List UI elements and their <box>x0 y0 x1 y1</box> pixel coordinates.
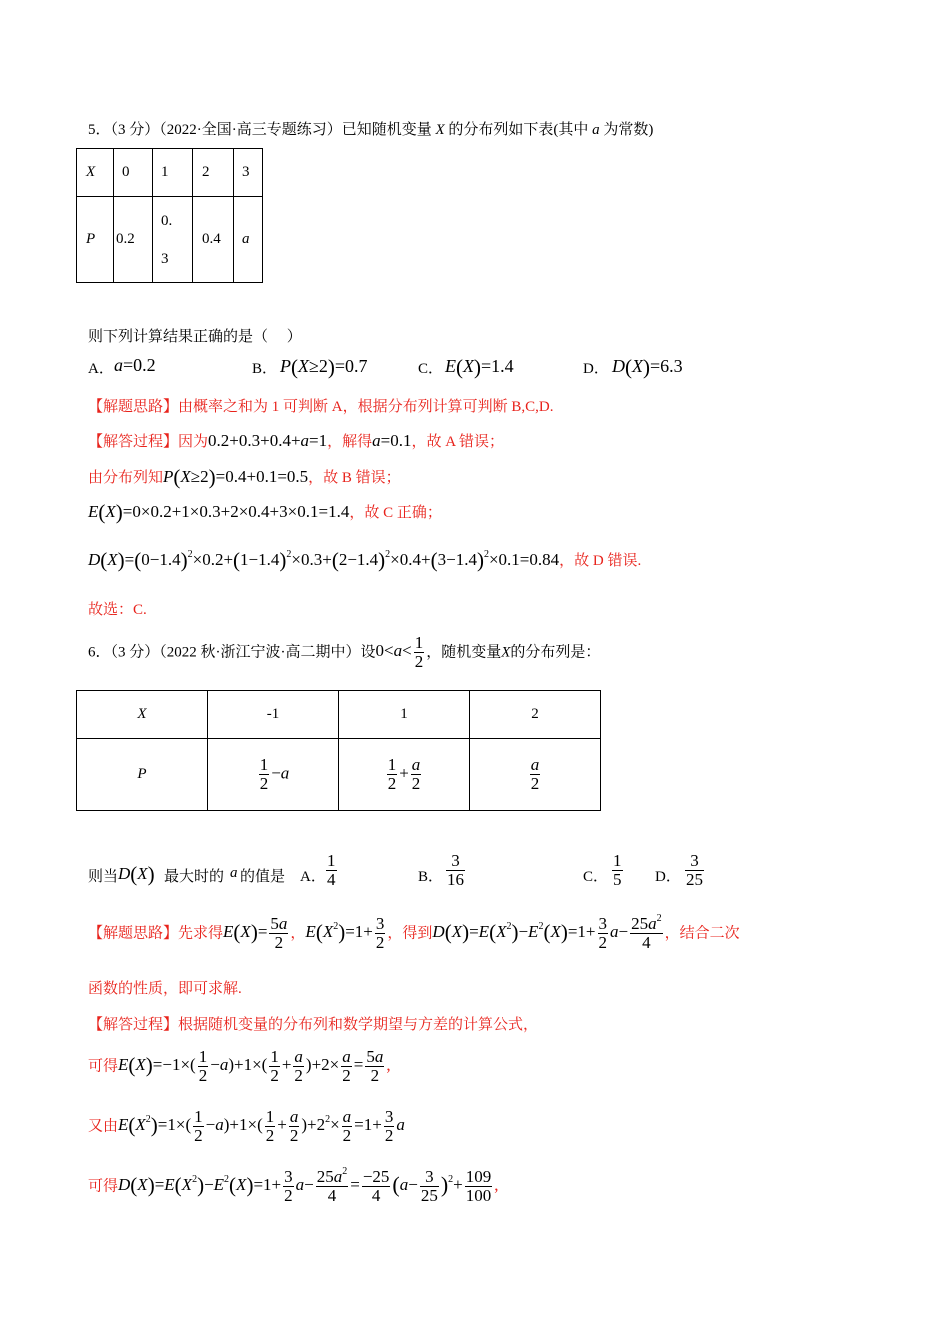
q5-table-cell: P <box>77 197 114 283</box>
q6-prompt-mid: 最大时的 <box>164 869 225 885</box>
q6-l1-expr: E(X)=−1×( $\frac{1}{2}$ −a)+1×( $\frac{1}{2}$ + $\frac{a}{2}$ )+2× $\frac{a}{2}$ = $\frac{5a}{2}$ <box>118 1047 384 1085</box>
q5-solution-idea <box>88 395 553 416</box>
q5-proc-l1-expr: 0.2+0.3+0.4+a=1 <box>208 431 328 450</box>
q6-process-line2 <box>88 1108 405 1145</box>
q5-table-cell: 0. 3 <box>153 197 193 283</box>
q6-distribution-table <box>76 690 601 811</box>
q5-process-line2 <box>88 465 401 490</box>
q5-table-cell: 3 <box>234 149 263 197</box>
q5-header <box>88 118 653 139</box>
q6-table-cell: X <box>77 691 208 739</box>
q6-process-line1: 可得E(X)=−1×( $\frac{1}{2}$ −a)+1×( $\frac{1}{2}$ + $\frac{a}{2}$ )+2× $\frac{a}{2}$ = $\frac{5a}{2}$ , <box>88 1047 391 1085</box>
q6-l1-pre: 可得 <box>88 1058 119 1075</box>
q6-header-text: 6．（3 分）（2022 秋·浙江宁波·高二期中）设 <box>88 644 376 661</box>
q5-process-line3 <box>88 500 442 525</box>
q5-table-cell: a <box>234 197 263 283</box>
q5-idea-tag: 【解题思路】 <box>88 399 179 415</box>
q6-process-line3: 可得$D(X)=E(X^2)-E^2(X)=1+$ $\frac{3}{2}$ a− $\frac{25a^2}{4}$ = $\frac{-25}{4}$ (a− $\frac{3}{25}$ )$^2$+ $\frac{109}{100}$ , <box>88 1166 499 1205</box>
q6-option-a-value: $\frac{1}{4}$ <box>327 851 336 889</box>
q5-proc-l1-mid: ，解得 <box>327 434 373 450</box>
q5-table-cell: 0.4 <box>193 197 234 283</box>
q5-prompt: 则下列计算结果正确的是（ ） <box>88 329 302 345</box>
q6-solution-idea: 【解题思路】先求得E(X)= $\frac{5a}{2}$ ，$E(X^2)=1+$ $\frac{3}{2}$ ，得到$D(X)=E(X^2)-E^2(X)=1+$ $\frac{3}{2}$ a− $\frac{25a^2}{4}$ ，结合二次 <box>88 913 740 952</box>
q6-table-prob-2: $\frac{a}{2}$ <box>470 739 601 811</box>
q6-option-d-label: D． <box>655 869 681 885</box>
q5-header-a: a <box>592 122 600 138</box>
q5-header-end: 为常数) <box>603 122 654 138</box>
q6-proc-text: 根据随机变量的分布列和数学期望与方差的计算公式， <box>178 1017 539 1033</box>
q6-table-cell: P <box>77 739 208 811</box>
q6-table-cell: 1 <box>339 691 470 739</box>
q5-option-a-expr: a=0.2 <box>114 355 156 375</box>
q5-proc-l1-end: ，故 A 错误； <box>411 434 505 450</box>
q6-prompt-expr: D(X) <box>118 862 155 886</box>
q5-table-cell: 1 <box>153 149 193 197</box>
q6-l2-expr: $E(X^2)=1\times$( $\frac{1}{2}$ −a)+1×( $\frac{1}{2}$ + $\frac{a}{2}$ )$+2^2\times$ $\frac{a}{2}$ =1+ $\frac{3}{2}$ a <box>118 1107 405 1145</box>
q5-option-c-label: C． <box>418 361 444 377</box>
q6-idea-mid: ，得到 <box>387 925 433 942</box>
q6-process-header <box>88 1013 538 1034</box>
q5-proc-l2-pre: 由分布列知 <box>88 470 164 486</box>
q5-option-c-expr: E(X)=1.4 <box>445 355 514 379</box>
q6-idea-pre: 先求得 <box>178 925 224 942</box>
q6-option-b-value: $\frac{3}{16}$ <box>447 851 464 889</box>
q6-option-d-value: $\frac{3}{25}$ <box>686 851 703 889</box>
q5-proc-l1-pre: 因为 <box>178 434 209 450</box>
q5-proc-l4-expr: $D(X)=(0-1.4)^2\times 0.2+(1-1.4)^2\times 0.3+(2-1.4)^2\times 0.4+(3-1.4)^2\times 0.1=0.84$ <box>88 548 560 572</box>
q6-idea-tag: 【解题思路】 <box>88 925 179 942</box>
q6-table-prob-1: $\frac{1}{2}$ + $\frac{a}{2}$ <box>339 739 470 811</box>
q6-idea-expr3: $D(X)=E(X^2)-E^2(X)=1+$ $\frac{3}{2}$ a− $\frac{25a^2}{4}$ <box>432 913 662 952</box>
q5-proc-l3-expr: E(X)=0×0.2+1×0.3+2×0.4+3×0.1=1.4 <box>88 500 350 524</box>
q5-header-tail: 的分布列如下表(其中 <box>448 122 589 138</box>
q6-header-tail: ，随机变量 <box>426 644 502 661</box>
q5-table-cell: 2 <box>193 149 234 197</box>
q6-option-a-label: A． <box>300 869 326 885</box>
q5-header-var: X <box>435 122 445 138</box>
q6-header <box>88 634 600 671</box>
q6-header-cond: 0<a< $\frac{1}{2}$ <box>375 633 424 671</box>
q6-prompt-a: a <box>230 865 238 881</box>
q5-answer: 故选：C. <box>88 602 147 618</box>
q6-option-b-label: B． <box>418 869 444 885</box>
q6-table-prob-neg1: $\frac{1}{2}$ −a <box>208 739 339 811</box>
q5-option-a-label: A． <box>88 361 114 377</box>
q5-option-d-label: D． <box>583 361 609 377</box>
q5-proc-tag: 【解答过程】 <box>88 434 179 450</box>
q5-proc-l4-end: ，故 D 错误. <box>559 553 642 569</box>
q5-table-cell: 0 <box>114 149 153 197</box>
q6-table-cell: 2 <box>470 691 601 739</box>
q5-proc-l2-end: ，故 B 错误； <box>308 470 401 486</box>
q6-idea-end: ，结合二次 <box>664 925 740 942</box>
q6-option-c-label: C． <box>583 869 609 885</box>
q6-header-var: X <box>501 644 511 661</box>
q5-proc-l3-end: ，故 C 正确； <box>349 505 442 521</box>
q6-l3-expr: $D(X)=E(X^2)-E^2(X)=1+$ $\frac{3}{2}$ a− $\frac{25a^2}{4}$ = $\frac{-25}{4}$ (a− $\frac{3}{25}$ )$^2$+ $\frac{109}{100}$ <box>118 1166 492 1205</box>
q5-option-b-expr: P(X≥2)=0.7 <box>280 355 368 379</box>
q5-proc-l1-expr2: a=0.1 <box>372 431 412 450</box>
q6-l2-pre: 又由 <box>88 1118 119 1135</box>
q5-header-text: 5．（3 分）（2022·全国·高三专题练习）已知随机变量 <box>88 122 432 138</box>
q6-l3-pre: 可得 <box>88 1178 119 1195</box>
q6-idea-line2: 函数的性质，即可求解. <box>88 981 242 997</box>
q5-proc-l2-expr: P(X≥2)=0.4+0.1=0.5 <box>163 465 309 489</box>
q6-table-cell: -1 <box>208 691 339 739</box>
q5-table-cell: X <box>77 149 114 197</box>
q6-option-c-value: $\frac{1}{5}$ <box>613 851 622 889</box>
q6-prompt-pre: 则当 <box>88 869 119 885</box>
q5-process-line1 <box>88 430 504 451</box>
q6-proc-tag: 【解答过程】 <box>88 1017 179 1033</box>
q6-prompt-end: 的值是 <box>240 869 286 885</box>
q5-idea-text: 由概率之和为 1 可判断 A，根据分布列计算可判断 B,C,D. <box>178 399 554 415</box>
q5-option-b-label: B． <box>252 361 278 377</box>
q5-process-line4 <box>88 548 641 573</box>
q5-distribution-table <box>76 148 263 283</box>
q6-idea-expr1: E(X)= $\frac{5a}{2}$ <box>223 914 288 952</box>
q5-table-cell: 0.2 <box>114 197 153 283</box>
q6-header-end: 的分布列是： <box>510 644 601 661</box>
q6-idea-expr2: $E(X^2)=1+$ $\frac{3}{2}$ <box>305 914 385 952</box>
q5-option-d-expr: D(X)=6.3 <box>612 355 683 379</box>
